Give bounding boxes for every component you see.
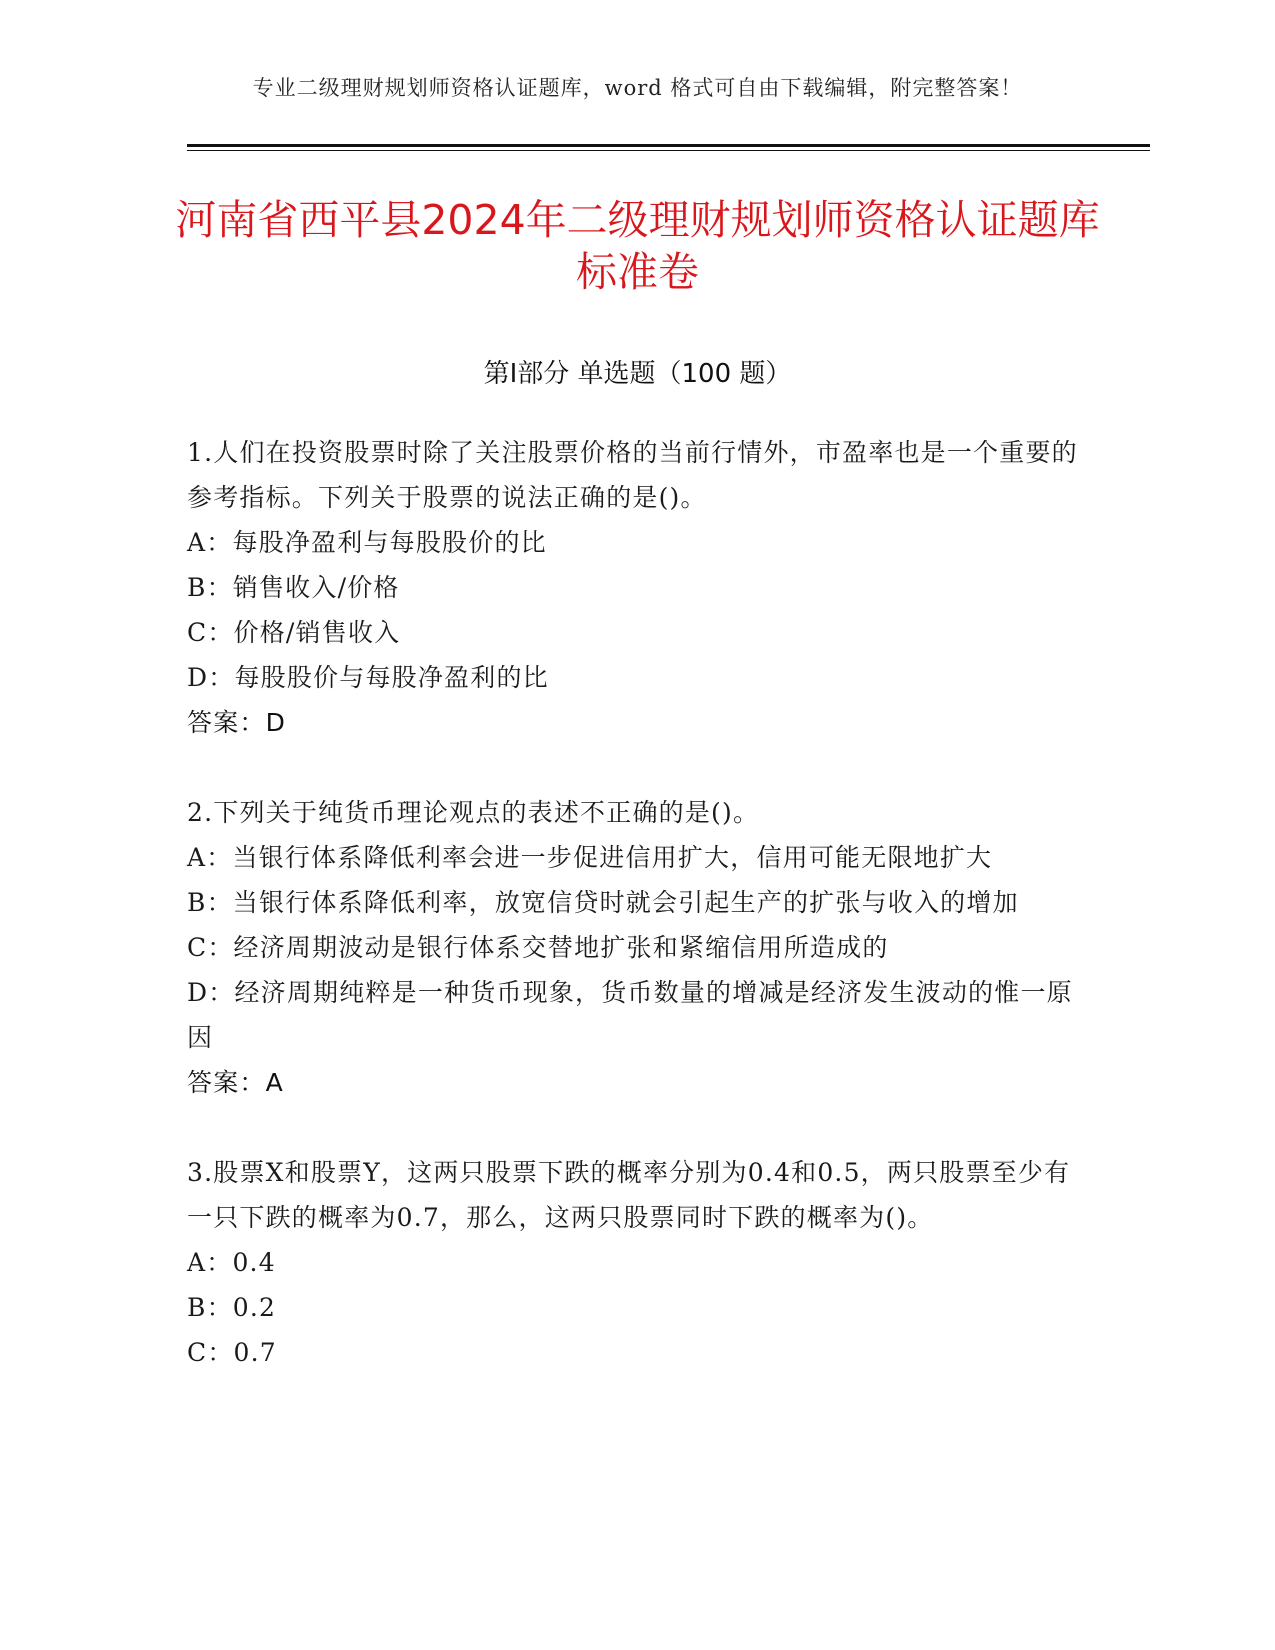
question-spacer	[187, 745, 1087, 790]
header-rule-thin	[187, 150, 1150, 151]
page-header: 专业二级理财规划师资格认证题库，word 格式可自由下载编辑，附完整答案！	[252, 76, 1023, 100]
document-title: 河南省西平县2024年二级理财规划师资格认证题库标准卷	[175, 196, 1100, 296]
option-c: C：0.7	[187, 1338, 277, 1367]
header-rule-thick	[187, 144, 1150, 147]
question-stem: 3.股票X和股票Y，这两只股票下跌的概率分别为0.4和0.5，两只股票至少有一只下跌的概率为0.7，那么，这两只股票同时下跌的概率为()。	[187, 1158, 1071, 1232]
answer: 答案：A	[187, 1068, 284, 1097]
option-b: B：0.2	[187, 1293, 277, 1322]
question-stem: 2.下列关于纯货币理论观点的表述不正确的是()。	[187, 798, 760, 827]
answer: 答案：D	[187, 708, 287, 737]
option-c: C：经济周期波动是银行体系交替地扩张和紧缩信用所造成的	[187, 933, 889, 962]
question-list	[187, 430, 1087, 1375]
question-stem: 1.人们在投资股票时除了关注股票价格的当前行情外，市盈率也是一个重要的参考指标。下列关于股票的说法正确的是()。	[187, 438, 1078, 512]
option-a: A：当银行体系降低利率会进一步促进信用扩大，信用可能无限地扩大	[187, 843, 993, 872]
question-3	[187, 1150, 1087, 1375]
option-a: A：0.4	[187, 1248, 276, 1277]
option-d: D：每股股价与每股净盈利的比	[187, 663, 549, 692]
section-title: 第Ⅰ部分 单选题（100 题）	[483, 359, 792, 389]
option-d: D：经济周期纯粹是一种货币现象，货币数量的增减是经济发生波动的惟一原因	[187, 978, 1073, 1052]
question-2	[187, 790, 1087, 1105]
option-b: B：销售收入/价格	[187, 573, 400, 602]
option-a: A：每股净盈利与每股股价的比	[187, 528, 547, 557]
question-1	[187, 430, 1087, 745]
question-spacer	[187, 1105, 1087, 1150]
option-b: B：当银行体系降低利率，放宽信贷时就会引起生产的扩张与收入的增加	[187, 888, 1019, 917]
option-c: C：价格/销售收入	[187, 618, 401, 647]
